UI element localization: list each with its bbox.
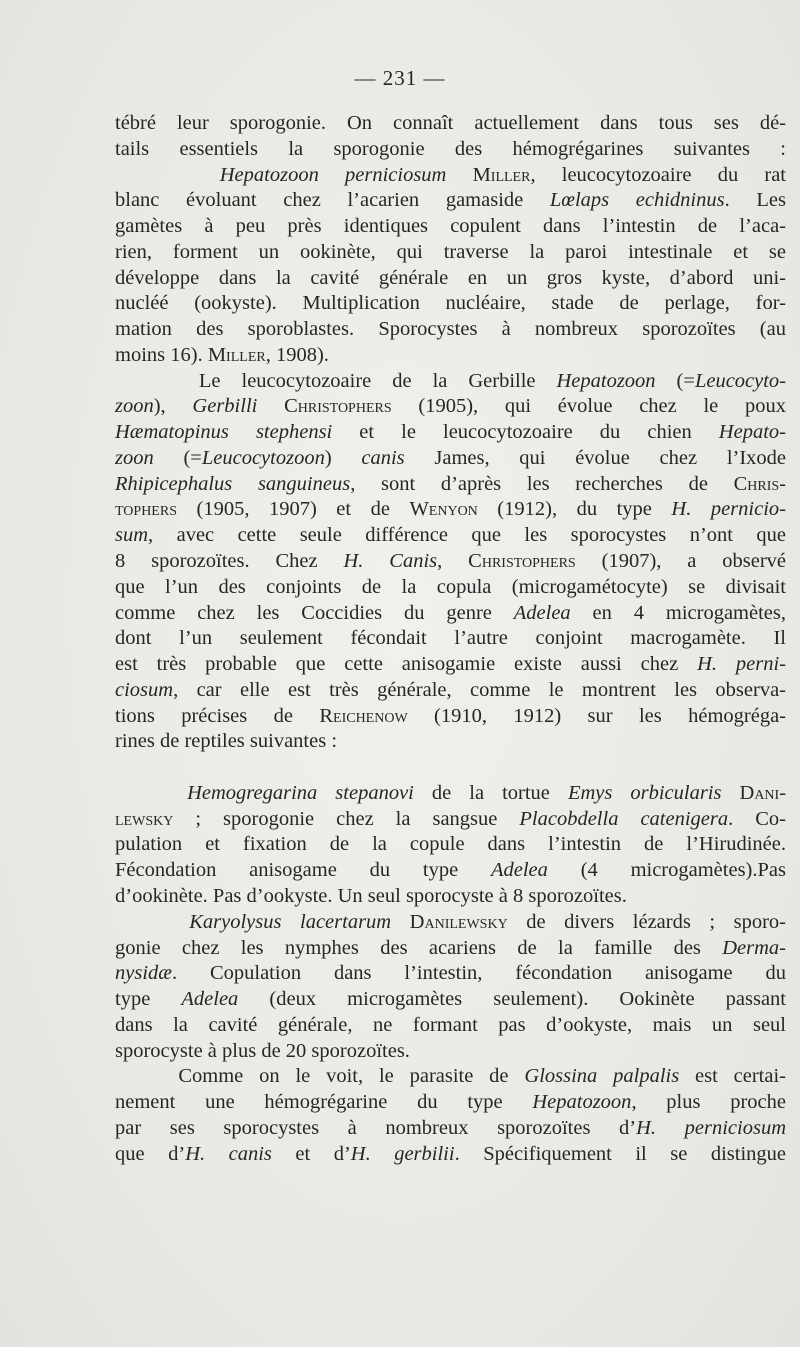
text-line: rien, forment un ookinète, qui traverse la paroi intestinale et se [115, 240, 786, 263]
text-line: sporocyste à plus de 20 sporozoïtes. [115, 1039, 410, 1062]
text-line: Hæmatopinus stephensi et le leucocytozoaire du chien Hepato- [115, 421, 786, 444]
text-line: type Adelea (deux microgamètes seulement). Ookinète passant [115, 988, 786, 1011]
text-line: tions précises de Reichenow (1910, 1912) sur les hémogréga- [115, 704, 786, 727]
body-text [115, 111, 786, 1167]
text-line: développe dans la cavité générale en un gros kyste, d’abord uni- [115, 266, 786, 289]
text-line: que l’un des conjoints de la copula (microgamétocyte) se divisait [115, 575, 786, 598]
text-line: Hemogregarina stepanovi de la tortue Emys orbicularis Dani- [187, 781, 787, 804]
text-line: zoon), Gerbilli Christophers (1905), qui évolue chez le poux [115, 395, 786, 418]
text-line: gonie chez les nymphes des acariens de la famille des Derma- [115, 936, 786, 959]
text-line: zoon (=Leucocytozoon) canis James, qui évolue chez l’Ixode [115, 446, 787, 469]
text-line: mation des sporoblastes. Sporocystes à nombreux sporozoïtes (au [115, 318, 786, 341]
text-line: nysidæ. Copulation dans l’intestin, fécondation anisogame du [115, 962, 786, 985]
text-line: Karyolysus lacertarum Danilewsky de divers lézards ; sporo- [189, 910, 787, 933]
text-line: moins 16). Miller, 1908). [115, 343, 329, 366]
text-line: comme chez les Coccidies du genre Adelea en 4 microgamètes, [115, 601, 786, 624]
text-line: est très probable que cette anisogamie existe aussi chez H. perni- [115, 653, 786, 676]
text-line: dans la cavité générale, ne formant pas d’ookyste, mais un seul [115, 1013, 786, 1036]
text-line: pulation et fixation de la copule dans l’intestin de l’Hirudinée. [115, 833, 786, 856]
text-line: dont l’un seulement fécondait l’autre conjoint macrogamète. Il [115, 627, 786, 650]
text-line: Comme on le voit, le parasite de Glossina palpalis est certai- [115, 1065, 787, 1088]
text-line: d’ookinète. Pas d’ookyste. Un seul sporocyste à 8 sporozoïtes. [115, 884, 627, 907]
page-number: — 231 — [354, 66, 446, 90]
text-line: gamètes à peu près identiques copulent dans l’intestin de l’aca- [115, 215, 786, 238]
text-line: tophers (1905, 1907) et de Wenyon (1912), du type H. pernicio- [115, 498, 787, 521]
text-line: sum, avec cette seule différence que les sporocystes n’ont que [115, 524, 786, 547]
text-line: nucléé (ookyste). Multiplication nucléaire, stade de perlage, for- [115, 292, 786, 315]
text-line: rines de reptiles suivantes : [115, 730, 338, 753]
text-line: par ses sporocystes à nombreux sporozoïtes d’H. perniciosum [115, 1116, 786, 1139]
text-line: tébré leur sporogonie. On connaît actuellement dans tous ses dé- [115, 112, 786, 134]
text-line: Le leucocytozoaire de la Gerbille Hepatozoon (=Leucocyto- [115, 369, 787, 392]
text-line: Hepatozoon perniciosum Miller, leucocytozoaire du rat [219, 163, 787, 186]
paragraph-gap [115, 755, 786, 781]
text-line: Fécondation anisogame du type Adelea (4 microgamètes).Pas [115, 859, 786, 882]
text-line: Rhipicephalus sanguineus, sont d’après les recherches de Chris- [115, 472, 786, 495]
text-line: ciosum, car elle est très générale, comme le montrent les observa- [115, 678, 786, 701]
text-line: tails essentiels la sporogonie des hémogrégarines suivantes : [115, 137, 786, 160]
text-line: blanc évoluant chez l’acarien gamaside Lœlaps echidninus. Les [115, 189, 786, 212]
text-line: que d’H. canis et d’H. gerbilii. Spécifiquement il se distingue [115, 1142, 786, 1165]
text-line: lewsky ; sporogonie chez la sangsue Placobdella catenigera. Co- [115, 807, 787, 830]
text-line: nement une hémogrégarine du type Hepatozoon, plus proche [115, 1091, 786, 1114]
text-line: 8 sporozoïtes. Chez H. Canis, Christophers (1907), a observé [115, 550, 786, 573]
